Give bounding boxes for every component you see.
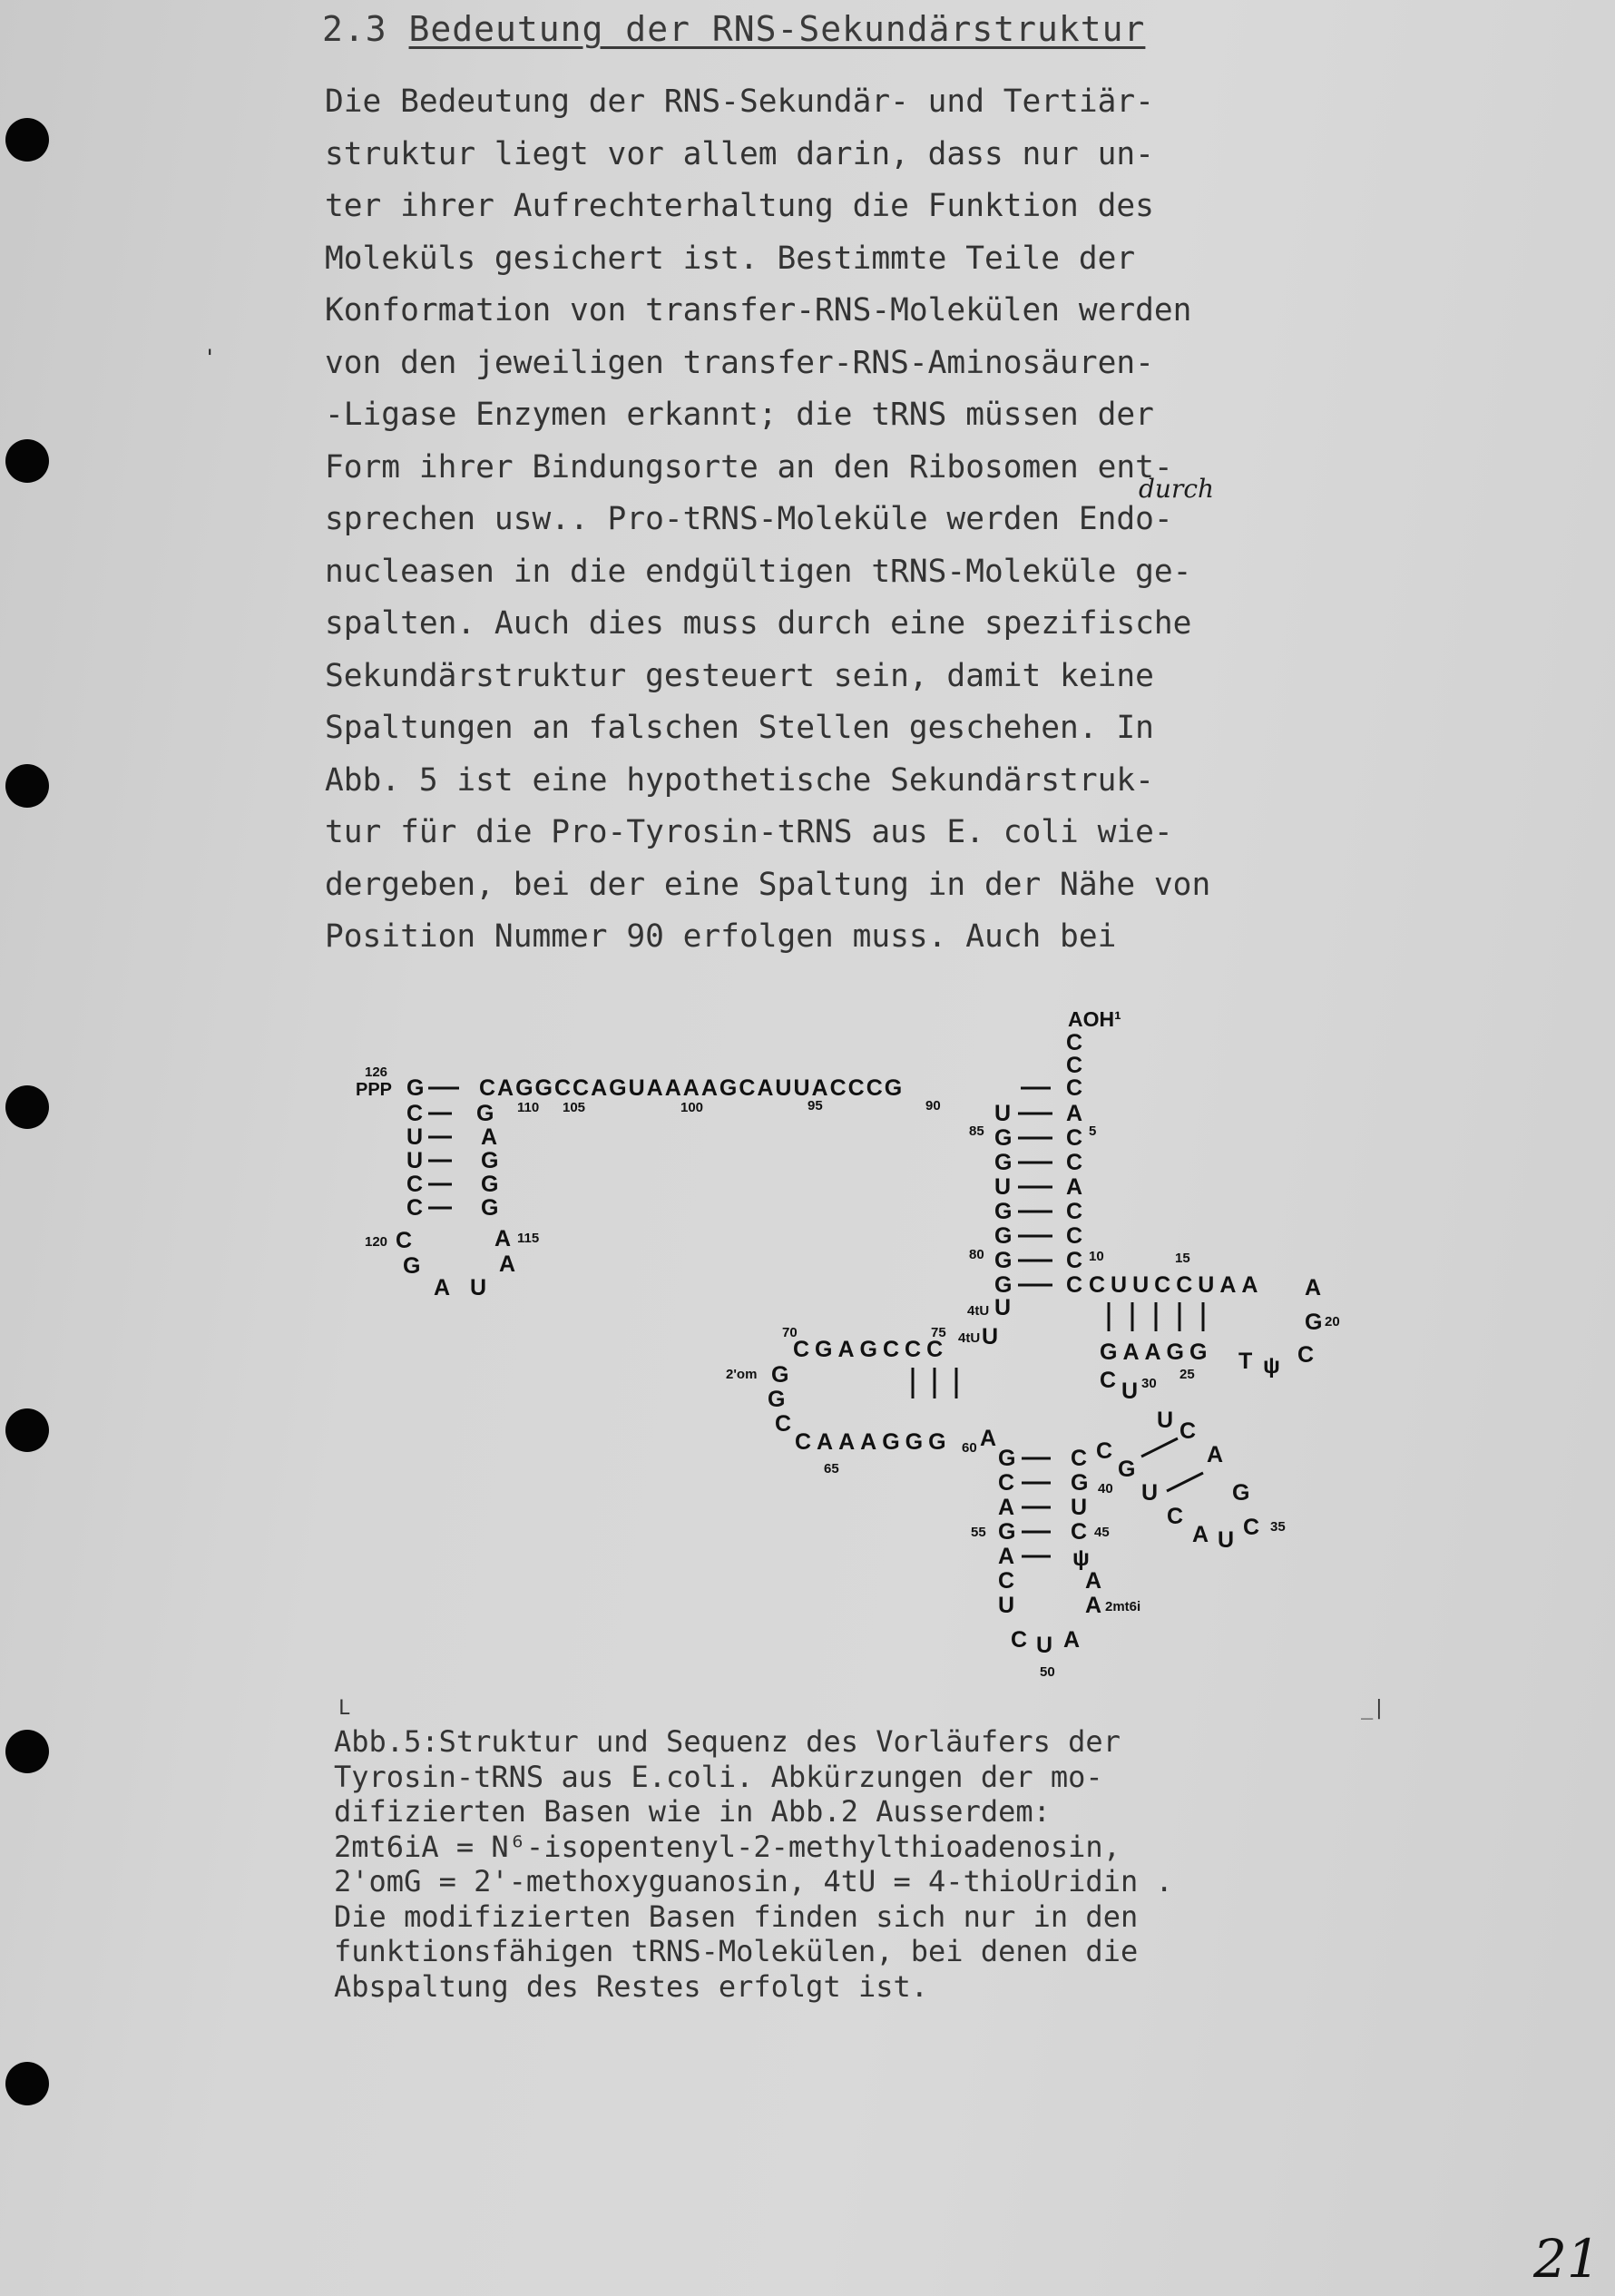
label-70: 70 bbox=[782, 1325, 798, 1340]
pair-bond bbox=[1141, 1438, 1178, 1457]
base: C bbox=[775, 1411, 792, 1437]
punch-hole bbox=[5, 1408, 49, 1452]
base: C bbox=[1179, 1418, 1197, 1444]
punch-hole bbox=[5, 439, 49, 483]
label-100: 100 bbox=[680, 1100, 704, 1115]
base: C bbox=[396, 1228, 413, 1253]
body-line: Position Nummer 90 erfolgen muss. Auch bei bbox=[325, 918, 1117, 955]
base: A bbox=[1192, 1522, 1209, 1547]
t-top-strand: CGAGCCC bbox=[793, 1337, 949, 1362]
base: U bbox=[994, 1295, 1012, 1320]
label-aoh: AOH¹ bbox=[1068, 1007, 1121, 1031]
label-60: 60 bbox=[962, 1440, 977, 1456]
page-number: 21 bbox=[1533, 2228, 1600, 2290]
base: U bbox=[1036, 1633, 1053, 1658]
base: C bbox=[1071, 1446, 1088, 1471]
punch-hole bbox=[5, 2062, 49, 2105]
acceptor-stem bbox=[969, 1101, 1104, 1298]
body-line: nucleasen in die endgültigen tRNS-Moleküle ge- bbox=[325, 553, 1192, 590]
base: G bbox=[1118, 1457, 1136, 1482]
caption-line: Abspaltung des Restes erfolgt ist. bbox=[334, 1968, 929, 2004]
base: C bbox=[1066, 1248, 1083, 1273]
label-115: 115 bbox=[517, 1231, 540, 1246]
base: C bbox=[998, 1470, 1015, 1496]
label-126: 126 bbox=[365, 1065, 388, 1080]
base: G bbox=[403, 1253, 421, 1279]
base: U bbox=[406, 1124, 424, 1150]
acceptor-strand: CAGGCCAGUAAAAGCAUUACCCG bbox=[479, 1075, 905, 1101]
base: C bbox=[406, 1101, 424, 1126]
base: A bbox=[481, 1124, 498, 1150]
base: C bbox=[1066, 1272, 1083, 1298]
base: G bbox=[1232, 1480, 1250, 1506]
label-20: 20 bbox=[1325, 1314, 1340, 1330]
base: A bbox=[499, 1251, 516, 1277]
base: C bbox=[1297, 1342, 1315, 1368]
base: G bbox=[994, 1199, 1013, 1224]
base: G bbox=[481, 1195, 499, 1221]
base: U bbox=[1218, 1527, 1235, 1553]
caption-line: Die modifizierten Basen finden sich nur in den bbox=[334, 1899, 1139, 1934]
caption-line: Tyrosin-tRNS aus E.coli. Abkürzungen der mo- bbox=[334, 1759, 1103, 1794]
punch-hole bbox=[5, 1085, 49, 1129]
label-30: 30 bbox=[1141, 1376, 1157, 1391]
label-50: 50 bbox=[1040, 1664, 1055, 1680]
base-g126: G bbox=[406, 1075, 425, 1101]
base: C bbox=[1100, 1368, 1117, 1393]
label-75: 75 bbox=[931, 1325, 946, 1340]
d-arm bbox=[1089, 1251, 1340, 1433]
base: G bbox=[994, 1223, 1013, 1249]
base: G bbox=[481, 1148, 499, 1173]
base: G bbox=[768, 1387, 786, 1412]
variable-loop bbox=[1096, 1418, 1286, 1553]
base: G bbox=[994, 1248, 1013, 1273]
body-line: dergeben, bei der eine Spaltung in der Nähe von bbox=[325, 866, 1211, 903]
base: G bbox=[998, 1446, 1016, 1471]
section-heading bbox=[322, 9, 1145, 49]
base: A bbox=[1207, 1442, 1224, 1467]
caption-line: 2'omG = 2'-methoxyguanosin, 4tU = 4-thioUridin . bbox=[334, 1864, 1173, 1899]
figure-caption bbox=[334, 1724, 1386, 2004]
base: C bbox=[1066, 1223, 1083, 1249]
base: G bbox=[998, 1519, 1016, 1545]
body-line: Form ihrer Bindungsorte an den Ribosomen ent- bbox=[325, 448, 1173, 486]
body-line: Konformation von transfer-RNS-Molekülen werden bbox=[325, 292, 1192, 329]
figure-frame-corner-right: _| bbox=[1361, 1697, 1385, 1720]
base: A bbox=[494, 1226, 512, 1251]
label-95: 95 bbox=[808, 1098, 823, 1114]
base: G bbox=[994, 1150, 1013, 1175]
base: G bbox=[1071, 1470, 1089, 1496]
body-line: struktur liegt vor allem darin, dass nur un- bbox=[325, 135, 1154, 172]
base: C bbox=[998, 1568, 1015, 1594]
base-c: C bbox=[1066, 1030, 1083, 1055]
caption-line: funktionsfähigen tRNS-Molekülen, bei denen die bbox=[334, 1934, 1139, 1968]
label-90: 90 bbox=[925, 1098, 941, 1114]
body-line: Moleküls gesichert ist. Bestimmte Teile der bbox=[325, 240, 1136, 277]
base: G bbox=[1305, 1310, 1323, 1335]
base: G bbox=[771, 1362, 789, 1388]
label-2om: 2'om bbox=[726, 1367, 758, 1382]
t-bottom-strand: CAAAGGG bbox=[795, 1429, 952, 1455]
body-line: Abb. 5 ist eine hypothetische Sekundärstruk- bbox=[325, 761, 1154, 799]
label-110: 110 bbox=[517, 1100, 540, 1115]
base: C bbox=[406, 1195, 424, 1221]
body-line: Spaltungen an falschen Stellen geschehen. In bbox=[325, 710, 1154, 746]
base: G bbox=[994, 1125, 1013, 1151]
caption-line: difizierten Basen wie in Abb.2 Ausserdem: bbox=[334, 1794, 1051, 1829]
margin-mark: ' bbox=[203, 345, 217, 370]
label-25: 25 bbox=[1179, 1367, 1195, 1382]
base: U bbox=[994, 1101, 1012, 1126]
base: A bbox=[980, 1426, 997, 1451]
d-top-strand: CUUCCUAA bbox=[1089, 1272, 1264, 1298]
base: A bbox=[1063, 1627, 1081, 1653]
label-80: 80 bbox=[969, 1247, 984, 1262]
label-10: 10 bbox=[1089, 1249, 1104, 1264]
label-2mt6i: 2mt6i bbox=[1105, 1599, 1141, 1614]
body-line: ter ihrer Aufrechterhaltung die Funktion des bbox=[325, 188, 1154, 224]
base: G bbox=[476, 1101, 494, 1126]
body-line: Sekundärstruktur gesteuert sein, damit keine bbox=[325, 657, 1154, 694]
label-4tu: 4tU bbox=[967, 1303, 990, 1319]
base: C bbox=[1011, 1627, 1028, 1653]
label-45: 45 bbox=[1094, 1525, 1110, 1540]
label-4tu: 4tU bbox=[958, 1330, 981, 1346]
caption-line: Abb.5:Struktur und Sequenz des Vorläufers der bbox=[334, 1724, 1121, 1759]
base: U bbox=[1157, 1408, 1174, 1433]
punch-hole bbox=[5, 1730, 49, 1773]
base: C bbox=[1167, 1504, 1184, 1529]
base: A bbox=[998, 1495, 1015, 1520]
base: U bbox=[1121, 1379, 1139, 1404]
label-35: 35 bbox=[1270, 1519, 1286, 1535]
base: A bbox=[434, 1275, 451, 1300]
body-line: tur für die Pro-Tyrosin-tRNS aus E. coli wie- bbox=[325, 814, 1173, 850]
base: C bbox=[1066, 1199, 1083, 1224]
base: A bbox=[998, 1544, 1015, 1569]
base: C bbox=[1071, 1519, 1088, 1545]
base: G bbox=[994, 1272, 1013, 1298]
base: A bbox=[1066, 1174, 1083, 1200]
label-5: 5 bbox=[1089, 1123, 1097, 1139]
body-line: Die Bedeutung der RNS-Sekundär- und Tertiär- bbox=[325, 83, 1154, 120]
base: A bbox=[1085, 1568, 1102, 1594]
section-number: 2.3 bbox=[322, 9, 387, 49]
base-c: C bbox=[1066, 1075, 1083, 1101]
t-arm bbox=[726, 1324, 999, 1477]
base-c: C bbox=[1066, 1053, 1083, 1078]
base: U bbox=[1141, 1480, 1159, 1506]
label-40: 40 bbox=[1098, 1481, 1113, 1496]
label-105: 105 bbox=[563, 1100, 586, 1115]
base: C bbox=[1066, 1125, 1083, 1151]
base: U bbox=[406, 1148, 424, 1173]
base: T bbox=[1238, 1349, 1253, 1374]
section-title: Bedeutung der RNS-Sekundärstruktur bbox=[408, 9, 1146, 49]
base: U bbox=[998, 1593, 1015, 1618]
pair-bond bbox=[1167, 1473, 1203, 1491]
base: A bbox=[1066, 1101, 1083, 1126]
label-120: 120 bbox=[365, 1234, 388, 1250]
base: ψ bbox=[1263, 1353, 1280, 1379]
body-line: spalten. Auch dies muss durch eine spezifische bbox=[325, 605, 1192, 642]
label-85: 85 bbox=[969, 1123, 984, 1139]
base: C bbox=[1096, 1438, 1113, 1464]
punch-hole bbox=[5, 764, 49, 808]
base: U bbox=[994, 1174, 1012, 1200]
anticodon-stem bbox=[971, 1446, 1140, 1680]
base: A bbox=[1085, 1593, 1102, 1618]
base: U bbox=[470, 1275, 487, 1300]
base: ψ bbox=[1072, 1545, 1090, 1571]
base: A bbox=[1305, 1275, 1322, 1300]
base: C bbox=[406, 1172, 424, 1197]
caption-line: 2mt6iA = N⁶-isopentenyl-2-methylthioadenosin, bbox=[334, 1829, 1121, 1864]
base: C bbox=[1243, 1515, 1260, 1540]
label-15: 15 bbox=[1175, 1251, 1190, 1266]
base: G bbox=[481, 1172, 499, 1197]
label-ppp: PPP bbox=[356, 1080, 393, 1100]
trna-secondary-structure-figure bbox=[345, 994, 1397, 1683]
punch-hole bbox=[5, 118, 49, 162]
left-hairpin bbox=[365, 1101, 539, 1300]
figure-frame-corner-left: L bbox=[338, 1697, 351, 1720]
body-line: -Ligase Enzymen erkannt; die tRNS müssen der bbox=[325, 397, 1154, 433]
label-65: 65 bbox=[824, 1461, 839, 1477]
body-paragraph bbox=[325, 76, 1359, 964]
body-line: von den jeweiligen transfer-RNS-Aminosäuren- bbox=[325, 344, 1154, 381]
body-line: sprechen usw.. Pro-tRNS-Moleküle werden Endo- bbox=[325, 501, 1173, 537]
base: U bbox=[982, 1324, 999, 1349]
base: C bbox=[1066, 1150, 1083, 1175]
label-55: 55 bbox=[971, 1525, 986, 1540]
base: U bbox=[1071, 1495, 1088, 1520]
d-bottom-strand: GAAGG bbox=[1100, 1339, 1213, 1365]
handwritten-insert: durch bbox=[1139, 474, 1215, 504]
